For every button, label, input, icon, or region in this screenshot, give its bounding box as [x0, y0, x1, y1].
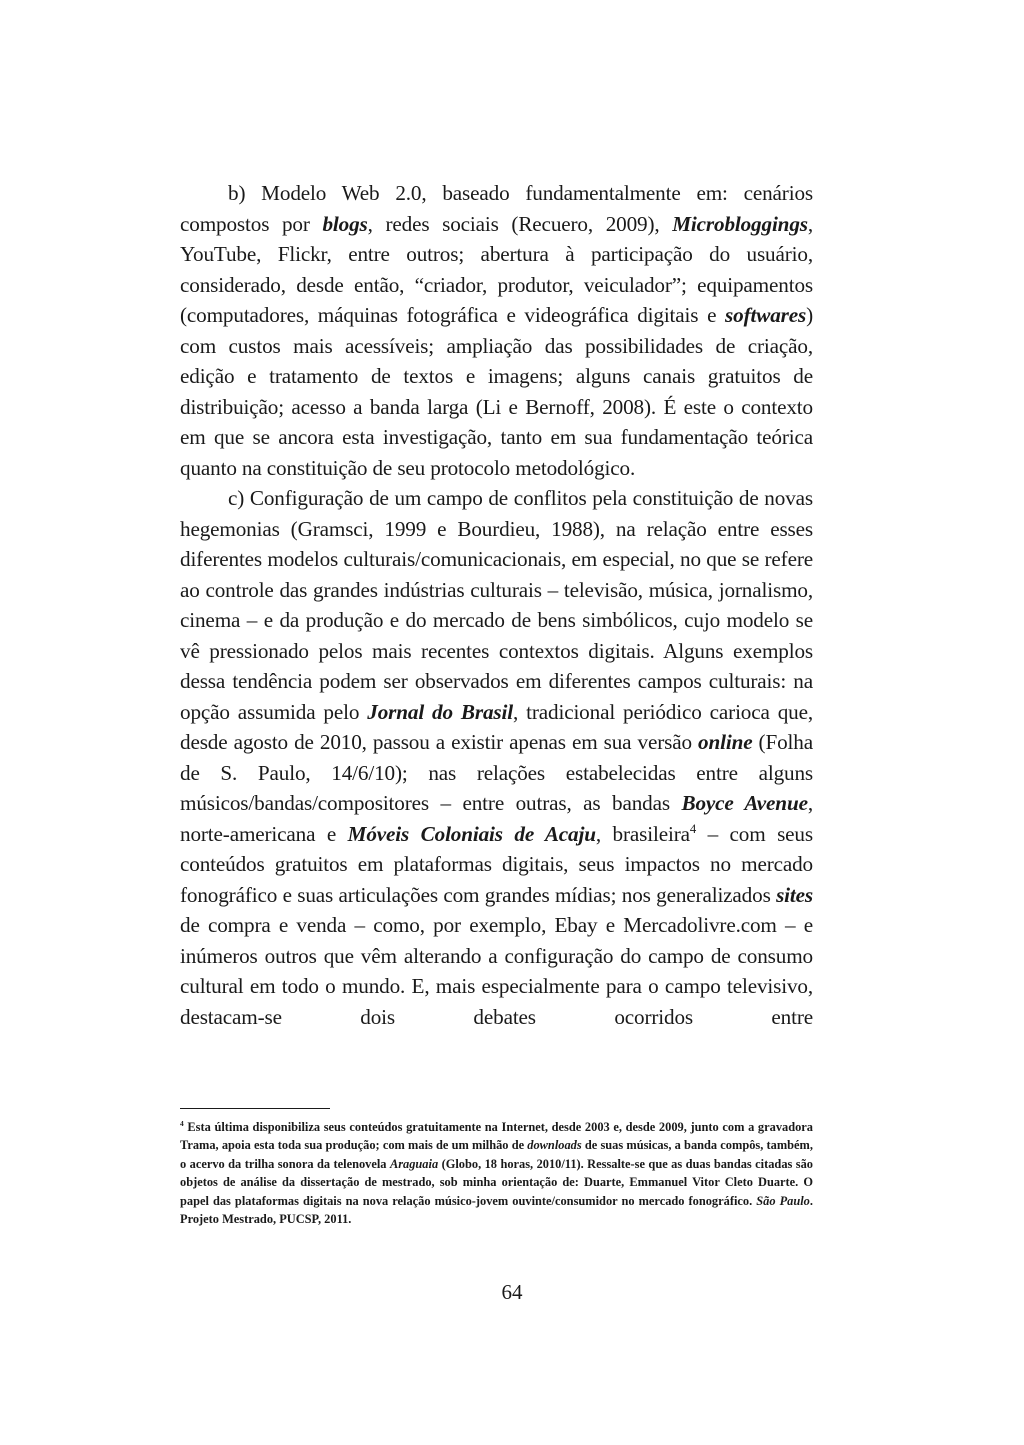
- paragraph-b: [180, 178, 813, 483]
- text-run: de compra e venda – como, por exemplo, Ebay e Mercadolivre.com – e inúmeros outros que vêm alterando a configuração do campo de consumo cultural em todo o mundo. E, mais especialmente para o campo televisivo, destacam-se dois debates ocorridos entre: [180, 913, 813, 1029]
- text-run: . Projeto Mestrado, PUCSP, 2011.: [180, 1193, 813, 1227]
- text-run: , tradicional periódico carioca que, desde agosto de 2010, passou a existir apenas em sua versão: [180, 699, 814, 754]
- text-run: b) Modelo Web 2.0, baseado fundamentalmente em: cenários compostos por: [180, 181, 813, 236]
- italic-term: São Paulo: [756, 1193, 810, 1208]
- text-run: de suas músicas, a banda compôs, também, o acervo da trilha sonora da telenovela: [180, 1138, 813, 1171]
- text-run: ) com custos mais acessíveis; ampliação das possibilidades de criação, edição e tratamento de textos e imagens; alguns canais gratuitos de distribuição; acesso a banda larga (Li e Bernoff, 2008). É este o contexto em que se ancora esta investigação, tanto em sua fundamentação teórica quanto na constituição de seu protocolo metodológico.: [180, 303, 813, 480]
- italic-term: Jornal do Brasil: [367, 699, 513, 724]
- text-run: (Globo, 18 horas, 2010/11). Ressalte-se que as duas bandas citadas são objetos de análise da dissertação de mestrado, sob minha orientação de: Duarte, Emmanuel Vitor Cleto Duarte. O papel das plataformas digitais na nova relação músico-jovem ouvinte/consumidor no mercado fonográfico.: [180, 1156, 813, 1208]
- italic-term: Araguaia: [389, 1156, 439, 1171]
- italic-term: Boyce Avenue: [681, 791, 808, 815]
- text-run: c) Configuração de um campo de conflitos pela constituição de novas hegemonias (Gramsci, 1999 e Bourdieu, 1988), na relação entre esses diferentes modelos culturais/comunicacionais, em especial, no que se refere ao controle das grandes indústrias culturais – televisão, música, jornalismo, cinema – e da produção e do mercado de bens simbólicos, cujo modelo se vê pressionado pelos mais recentes contextos digitais. Alguns exemplos dessa tendência podem ser observados em diferentes campos culturais: na opção assumida pelo: [180, 486, 813, 724]
- text-run: , brasileira: [595, 821, 690, 846]
- footnote-divider: [180, 1108, 330, 1109]
- text-run: , YouTube, Flickr, entre outros; abertura à participação do usuário, considerado, desde então, “criador, produtor, veiculador”; equipamentos (computadores, máquinas fotográfica e videográfica digitais e: [180, 211, 814, 327]
- italic-term: downloads: [527, 1138, 582, 1153]
- footnote-reference[interactable]: 4: [689, 821, 697, 836]
- text-run: , norte-americana e: [180, 791, 813, 846]
- text-run: – com seus conteúdos gratuitos em plataformas digitais, seus impactos no mercado fonográfico e suas articulações com grandes mídias; nos generalizados: [180, 821, 813, 907]
- text-run: (Folha de S. Paulo, 14/6/10); nas relações estabelecidas entre alguns músicos/bandas/compositores – entre outras, as bandas: [180, 730, 813, 815]
- italic-term: Microbloggings: [672, 211, 808, 236]
- italic-term: Móveis Coloniais de Acaju: [347, 821, 596, 846]
- italic-term: sites: [776, 882, 813, 907]
- paragraph-c: [180, 483, 813, 1032]
- text-run: , redes sociais (Recuero, 2009),: [367, 211, 673, 236]
- italic-term: online: [698, 730, 753, 754]
- italic-term: blogs: [322, 211, 368, 236]
- main-text: [180, 178, 813, 1032]
- italic-term: softwares: [725, 303, 807, 327]
- footnote-number: 4: [180, 1118, 184, 1128]
- footnote: [180, 1118, 813, 1228]
- page-number: 64: [501, 1280, 523, 1304]
- text-run: Esta última disponibiliza seus conteúdos gratuitamente na Internet, desde 2003 e, desde 2009, junto com a gravadora Trama, apoia esta toda sua produção; com mais de um milhão de: [180, 1120, 813, 1153]
